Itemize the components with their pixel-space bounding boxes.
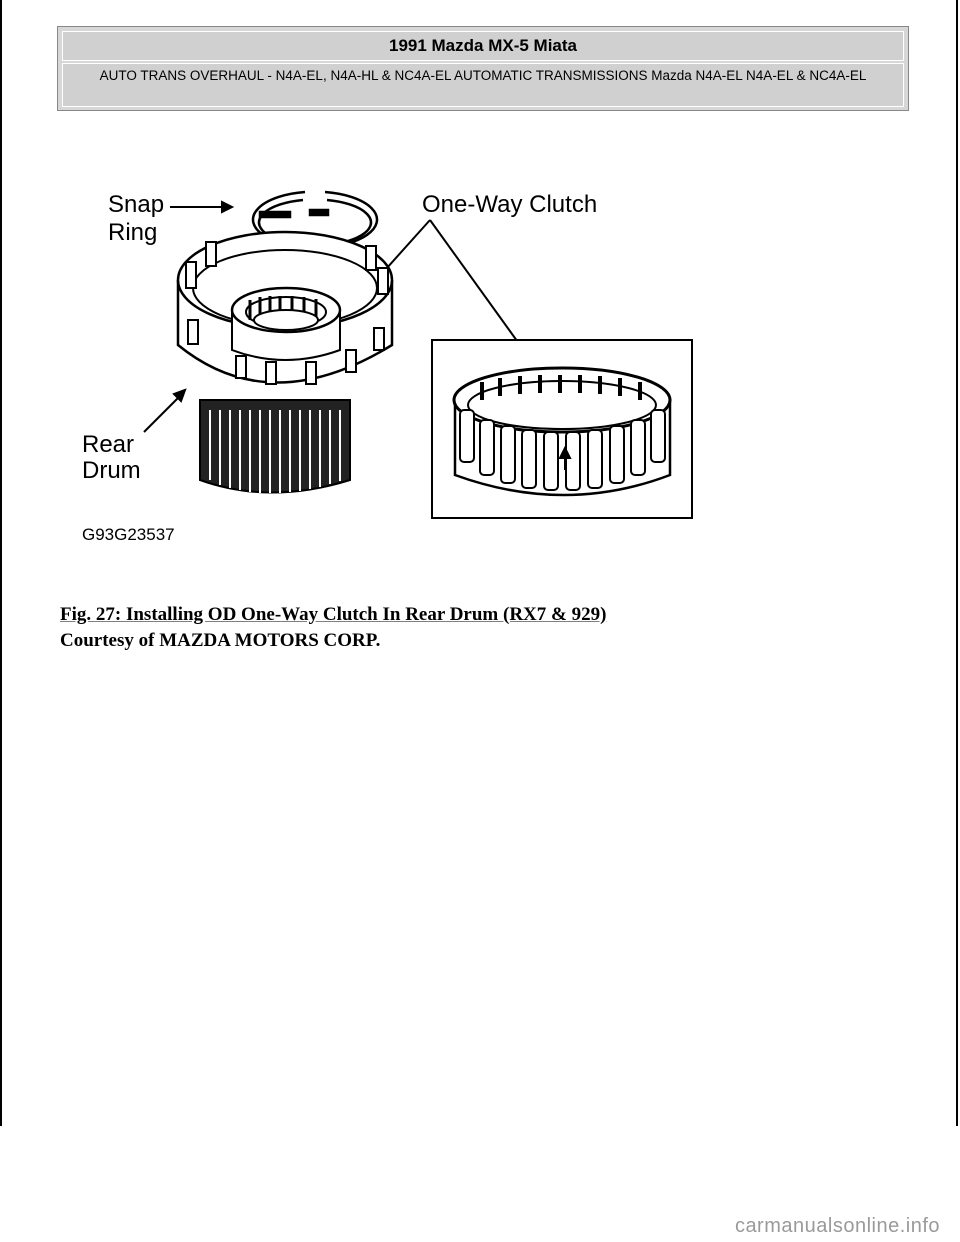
- figure-caption: Fig. 27: Installing OD One-Way Clutch In Rear Drum (RX7 & 929): [60, 604, 607, 625]
- figure-courtesy: Courtesy of MAZDA MOTORS CORP.: [60, 630, 381, 651]
- document-title: 1991 Mazda MX-5 Miata: [62, 31, 904, 61]
- label-drum: Drum: [82, 457, 141, 484]
- document-subtitle: AUTO TRANS OVERHAUL - N4A-EL, N4A-HL & NC4A-EL AUTOMATIC TRANSMISSIONS Mazda N4A-EL N4A-EL & NC4A-EL: [62, 63, 904, 107]
- label-rear: Rear: [82, 431, 135, 458]
- label-figure-code: G93G23537: [82, 525, 175, 544]
- clutch-diagram: [60, 170, 710, 555]
- site-watermark: carmanualsonline.info: [734, 1215, 940, 1237]
- label-one-way-clutch: One-Way Clutch: [422, 191, 598, 218]
- clutch-detail-inset: [432, 340, 692, 518]
- rear-drum-drawing: [178, 232, 392, 493]
- label-snap: Snap: [108, 191, 165, 218]
- document-header: [57, 26, 909, 111]
- label-ring: Ring: [108, 219, 158, 246]
- figure-illustration: [60, 170, 710, 555]
